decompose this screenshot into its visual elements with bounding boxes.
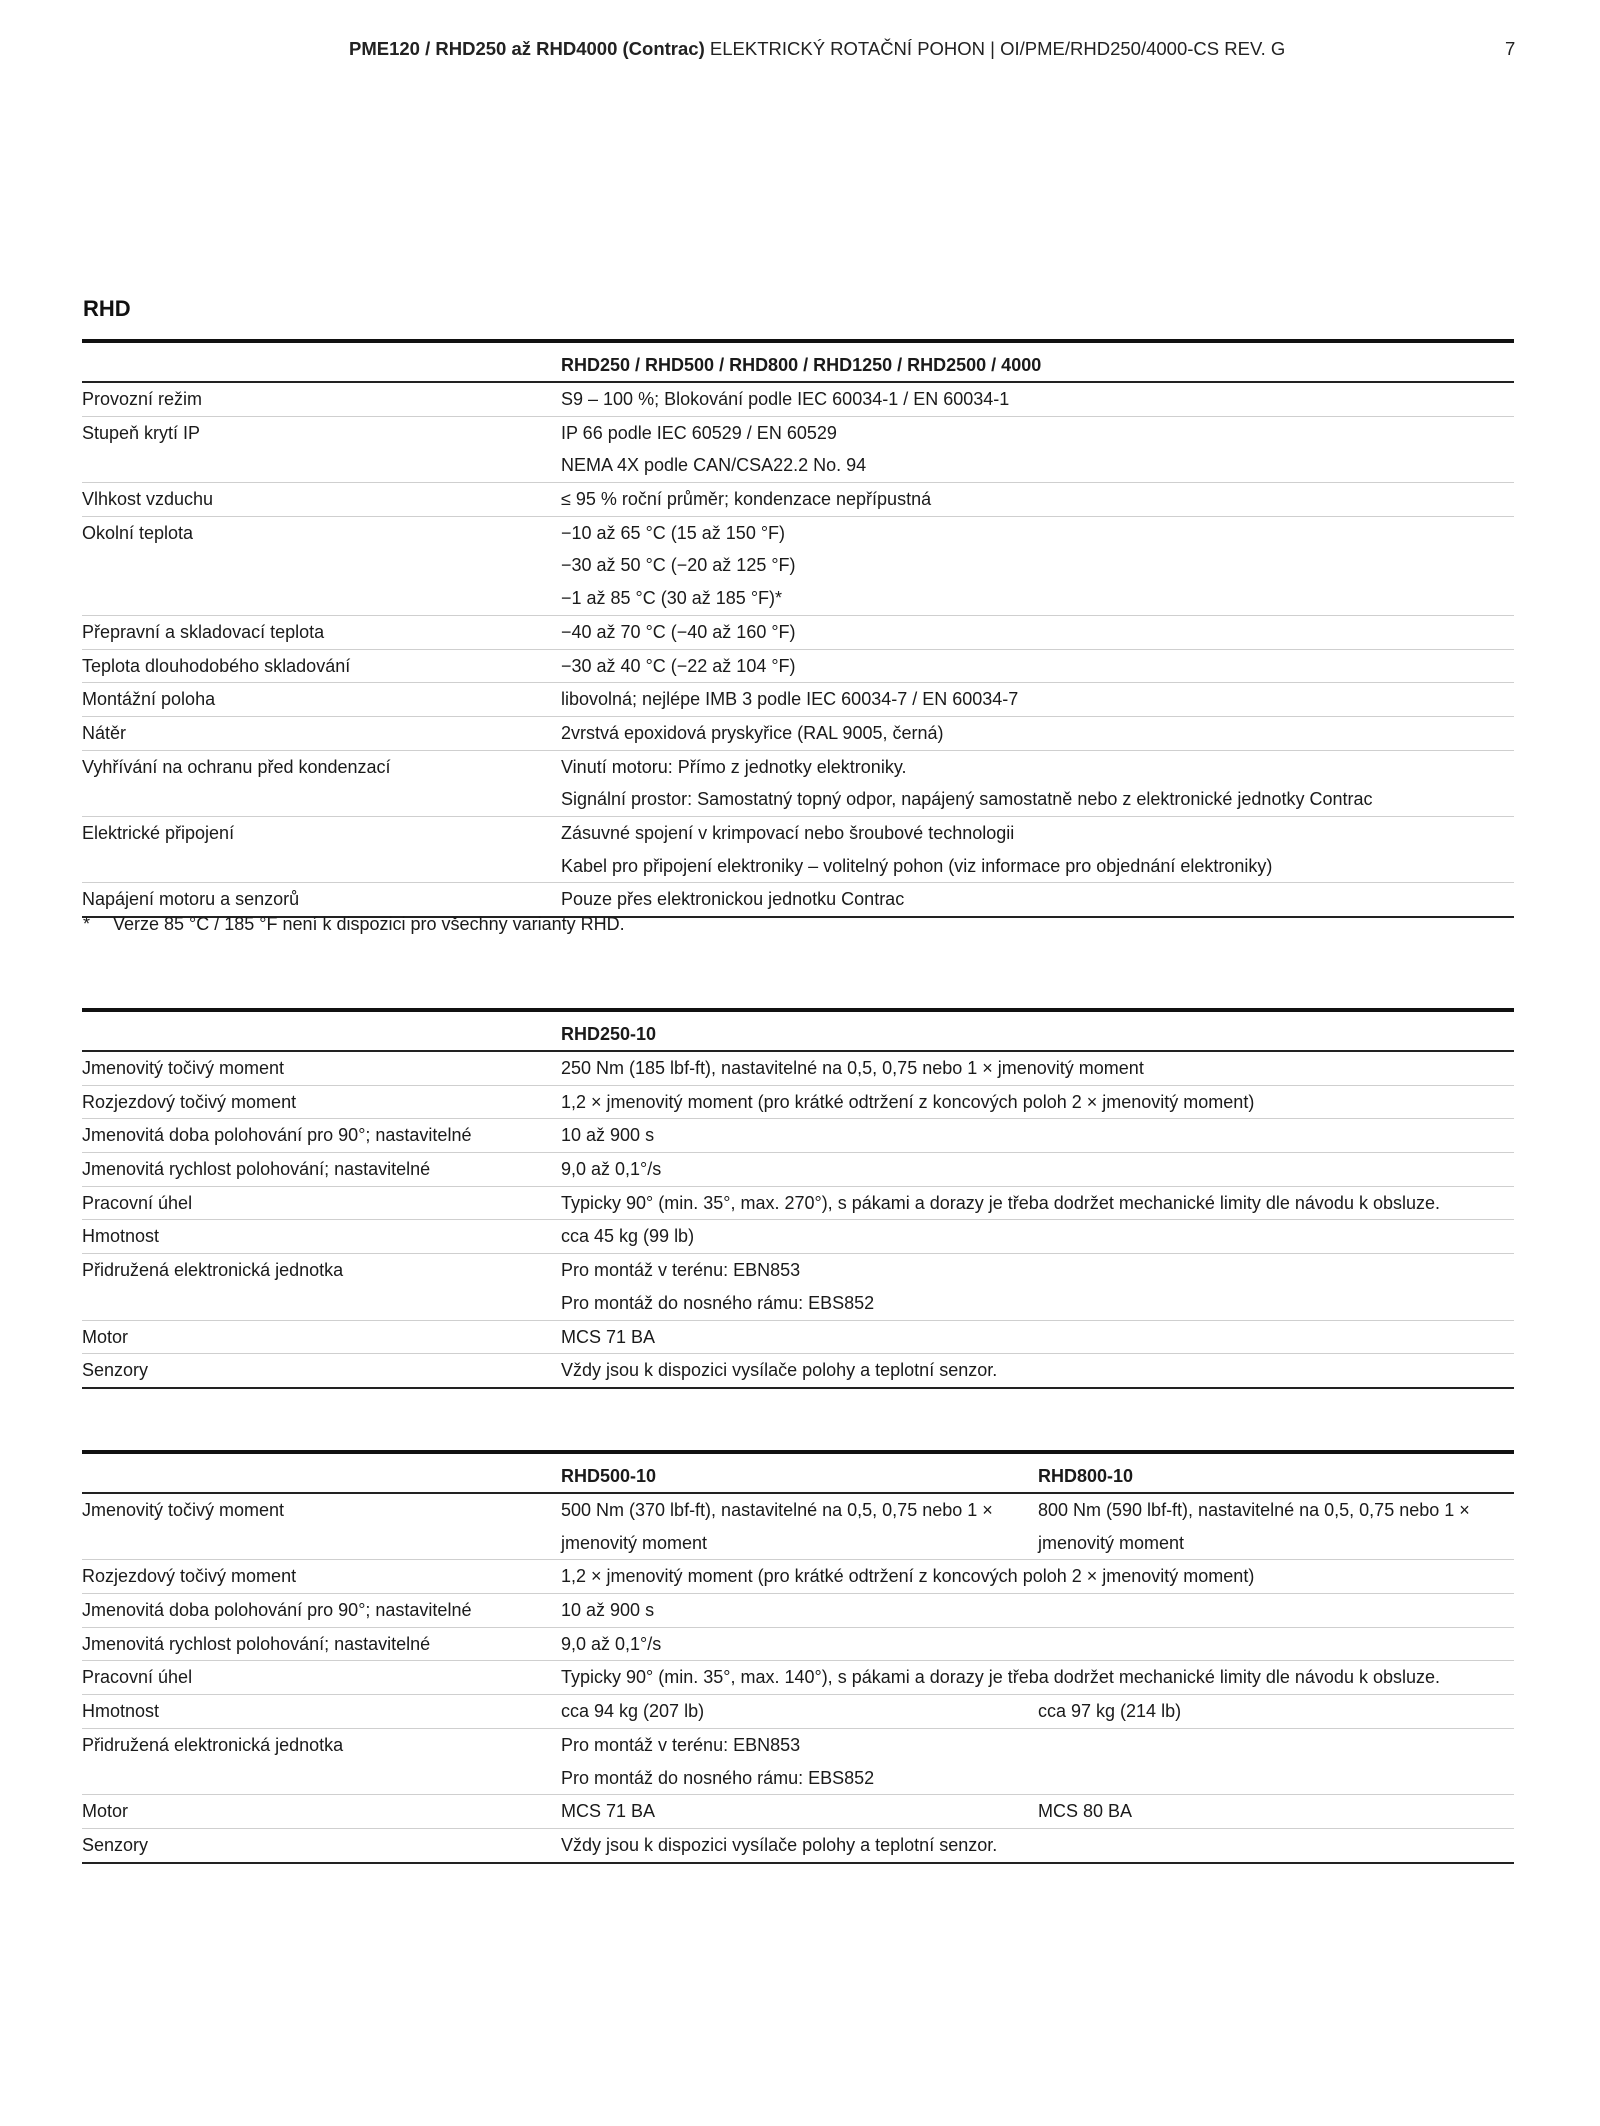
- table-row: [82, 516, 1514, 615]
- row-value-col2: [561, 1695, 1038, 1729]
- row-label: [82, 416, 561, 482]
- table-row: [82, 483, 1514, 517]
- row-value: [561, 1594, 1514, 1628]
- row-label: [82, 483, 561, 517]
- cell-line: Pro montáž do nosného rámu: EBS852: [561, 1292, 875, 1313]
- cell-line: −40 až 70 °C (−40 až 160 °F): [561, 621, 796, 642]
- row-label: [82, 1354, 561, 1388]
- row-label: [82, 1695, 561, 1729]
- cell-line: MCS 80 BA: [1038, 1801, 1133, 1822]
- row-value-col3: [1038, 1795, 1514, 1829]
- table-header-row: [82, 1452, 1514, 1493]
- row-value: [561, 382, 1514, 416]
- row-value: [561, 649, 1514, 683]
- cell-line: Kabel pro připojení elektroniky – volitelný pohon (viz informace pro objednání elektroniky): [561, 855, 1273, 876]
- row-label: [82, 750, 561, 816]
- row-label-text: Napájení motoru a senzorů: [82, 889, 300, 910]
- cell-line: Zásuvné spojení v krimpovací nebo šroubové technologii: [561, 822, 1015, 843]
- rhd250-10-spec-table: [82, 1008, 1514, 1389]
- cell-line: Pro montáž v terénu: EBN853: [561, 1260, 801, 1281]
- row-value-col3: [1038, 1695, 1514, 1729]
- cell-line: 500 Nm (370 lbf-ft), nastavitelné na 0,5, 0,75 nebo 1 ×: [561, 1500, 993, 1520]
- cell-line: −1 až 85 °C (30 až 185 °F)*: [561, 588, 783, 609]
- cell-line: Typicky 90° (min. 35°, max. 140°), s pákami a dorazy je třeba dodržet mechanické limity dle návodu k obsluze.: [561, 1667, 1440, 1688]
- table-row: [82, 1320, 1514, 1354]
- row-label-text: Rozjezdový točivý moment: [82, 1091, 297, 1112]
- table-header-cell: RHD800-10: [1038, 1452, 1514, 1493]
- row-label-text: Jmenovitá doba polohování pro 90°; nastavitelné: [82, 1600, 472, 1621]
- section-title: RHD: [83, 296, 131, 321]
- row-value-col2: [561, 1493, 1038, 1560]
- table-row: [82, 716, 1514, 750]
- row-label-text: Provozní režim: [82, 389, 203, 409]
- row-value: [561, 1828, 1514, 1862]
- row-label: [82, 516, 561, 615]
- row-value: [561, 683, 1514, 717]
- cell-line: ≤ 95 % roční průměr; kondenzace nepřípustná: [561, 489, 932, 510]
- row-value: [561, 1186, 1514, 1220]
- row-label-text: Jmenovitá doba polohování pro 90°; nastavitelné: [82, 1125, 472, 1146]
- row-label: [82, 1594, 561, 1628]
- cell-line: Pro montáž do nosného rámu: EBS852: [561, 1767, 875, 1788]
- table-row: [82, 683, 1514, 717]
- header-title: [349, 38, 1285, 60]
- table-row: [82, 1354, 1514, 1388]
- cell-line: MCS 71 BA: [561, 1801, 656, 1822]
- table-row: [82, 649, 1514, 683]
- row-value: [561, 516, 1514, 615]
- cell-line: Pouze přes elektronickou jednotku Contrac: [561, 889, 905, 910]
- table-row: [82, 1560, 1514, 1594]
- row-label-text: Montážní poloha: [82, 689, 216, 710]
- cell-line: 10 až 900 s: [561, 1125, 655, 1146]
- row-label-text: Jmenovitý točivý moment: [82, 1500, 285, 1520]
- row-label: [82, 1186, 561, 1220]
- row-label: [82, 683, 561, 717]
- table-row: [82, 416, 1514, 482]
- row-label: [82, 1560, 561, 1594]
- cell-line: −10 až 65 °C (15 až 150 °F): [561, 522, 786, 543]
- row-label-text: Vyhřívání na ochranu před kondenzací: [82, 756, 391, 777]
- row-value: [561, 1085, 1514, 1119]
- table-row: [82, 883, 1514, 917]
- row-label-text: Jmenovitá rychlost polohování; nastavitelné: [82, 1633, 431, 1654]
- row-value: [561, 615, 1514, 649]
- header-title-bold: PME120 / RHD250 až RHD4000 (Contrac): [349, 38, 705, 59]
- row-value: [561, 1728, 1514, 1794]
- table-row: [82, 382, 1514, 416]
- row-label-text: Motor: [82, 1801, 129, 1822]
- cell-line: 9,0 až 0,1°/s: [561, 1159, 662, 1180]
- row-label: [82, 1254, 561, 1320]
- row-label-text: Hmotnost: [82, 1226, 160, 1247]
- cell-line: 1,2 × jmenovitý moment (pro krátké odtržení z koncových poloh 2 × jmenovitý moment): [561, 1566, 1255, 1587]
- row-value: [561, 416, 1514, 482]
- row-value-col3: [1038, 1493, 1514, 1560]
- table-row: [82, 615, 1514, 649]
- cell-line: Vinutí motoru: Přímo z jednotky elektroniky.: [561, 756, 907, 777]
- table-row: [82, 1153, 1514, 1187]
- row-label-text: Hmotnost: [82, 1701, 160, 1722]
- table-row: [82, 1828, 1514, 1862]
- table-row: [82, 1594, 1514, 1628]
- table-header-cell: RHD250 / RHD500 / RHD800 / RHD1250 / RHD2500 / 4000: [561, 341, 1514, 382]
- cell-line: IP 66 podle IEC 60529 / EN 60529: [561, 422, 837, 443]
- row-value: [561, 716, 1514, 750]
- row-label-text: Přidružená elektronická jednotka: [82, 1260, 344, 1281]
- cell-line: Pro montáž v terénu: EBN853: [561, 1734, 801, 1755]
- row-label-text: Teplota dlouhodobého skladování: [82, 655, 351, 676]
- row-value: [561, 1220, 1514, 1254]
- table-row: [82, 816, 1514, 882]
- row-label: [82, 1728, 561, 1794]
- row-label: [82, 716, 561, 750]
- row-label: [82, 1320, 561, 1354]
- row-label-text: Okolní teplota: [82, 522, 194, 543]
- page-number: 7: [1505, 38, 1516, 59]
- footnote: [83, 914, 625, 935]
- table-row: [82, 1186, 1514, 1220]
- footnote-marker: *: [83, 914, 91, 934]
- cell-line: cca 45 kg (99 lb): [561, 1226, 695, 1247]
- row-label: [82, 1220, 561, 1254]
- table-row: [82, 1795, 1514, 1829]
- row-label: [82, 1493, 561, 1560]
- row-value: [561, 483, 1514, 517]
- row-label: [82, 649, 561, 683]
- row-value: [561, 1320, 1514, 1354]
- table-row: [82, 1493, 1514, 1560]
- header-title-rest: ELEKTRICKÝ ROTAČNÍ POHON | OI/PME/RHD250/4000-CS REV. G: [709, 38, 1286, 59]
- rhd500-800-spec-table: [82, 1450, 1514, 1864]
- cell-line: Vždy jsou k dispozici vysílače polohy a teplotní senzor.: [561, 1360, 998, 1381]
- table-header-cell: RHD250-10: [561, 1010, 1514, 1051]
- row-label-text: Senzory: [82, 1834, 149, 1855]
- row-label-text: Jmenovitý točivý moment: [82, 1058, 285, 1078]
- row-label: [82, 1051, 561, 1085]
- table-row: [82, 1728, 1514, 1794]
- cell-line: cca 97 kg (214 lb): [1038, 1701, 1182, 1722]
- row-label: [82, 1828, 561, 1862]
- row-value: [561, 750, 1514, 816]
- table-row: [82, 1254, 1514, 1320]
- row-value: [561, 1627, 1514, 1661]
- cell-line: 10 až 900 s: [561, 1600, 655, 1621]
- cell-line: jmenovitý moment: [561, 1532, 708, 1553]
- cell-line: cca 94 kg (207 lb): [561, 1701, 705, 1722]
- row-label: [82, 1627, 561, 1661]
- row-value: [561, 883, 1514, 917]
- table-row: [82, 1695, 1514, 1729]
- row-label-text: Přidružená elektronická jednotka: [82, 1734, 344, 1755]
- footnote-text: Verze 85 °C / 185 °F není k dispozici pro všechny varianty RHD.: [113, 914, 625, 934]
- row-label-text: Senzory: [82, 1360, 149, 1381]
- cell-line: NEMA 4X podle CAN/CSA22.2 No. 94: [561, 455, 867, 476]
- table-header-row: [82, 341, 1514, 382]
- row-label: [82, 1795, 561, 1829]
- cell-line: 800 Nm (590 lbf-ft), nastavitelné na 0,5, 0,75 nebo 1 ×: [1038, 1500, 1470, 1520]
- cell-line: −30 až 50 °C (−20 až 125 °F): [561, 555, 796, 576]
- cell-line: 250 Nm (185 lbf-ft), nastavitelné na 0,5, 0,75 nebo 1 × jmenovitý moment: [561, 1058, 1144, 1078]
- row-value: [561, 1661, 1514, 1695]
- table-row: [82, 1119, 1514, 1153]
- table-header-cell: RHD500-10: [561, 1452, 1038, 1493]
- table-row: [82, 750, 1514, 816]
- row-value: [561, 1119, 1514, 1153]
- row-label: [82, 1085, 561, 1119]
- row-label-text: Rozjezdový točivý moment: [82, 1566, 297, 1587]
- row-label: [82, 883, 561, 917]
- cell-line: 9,0 až 0,1°/s: [561, 1633, 662, 1654]
- row-label: [82, 382, 561, 416]
- row-value: [561, 1153, 1514, 1187]
- page-header: [0, 38, 1600, 62]
- row-value-col2: [561, 1795, 1038, 1829]
- row-value: [561, 1051, 1514, 1085]
- row-value: [561, 816, 1514, 882]
- row-label-text: Přepravní a skladovací teplota: [82, 621, 325, 642]
- row-value: [561, 1354, 1514, 1388]
- cell-line: Signální prostor: Samostatný topný odpor, napájený samostatně nebo z elektronické jednotky Contrac: [561, 789, 1373, 810]
- table-header-cell: [82, 341, 561, 382]
- row-label-text: Elektrické připojení: [82, 822, 235, 843]
- table-row: [82, 1220, 1514, 1254]
- table-header-cell: [82, 1010, 561, 1051]
- table-row: [82, 1627, 1514, 1661]
- cell-line: −30 až 40 °C (−22 až 104 °F): [561, 655, 796, 676]
- general-spec-table: [82, 339, 1514, 918]
- table-row: [82, 1051, 1514, 1085]
- row-label: [82, 1119, 561, 1153]
- table-row: [82, 1085, 1514, 1119]
- cell-line: MCS 71 BA: [561, 1326, 656, 1347]
- cell-line: Vždy jsou k dispozici vysílače polohy a teplotní senzor.: [561, 1834, 998, 1855]
- row-label-text: Jmenovitá rychlost polohování; nastavitelné: [82, 1159, 431, 1180]
- table-header-cell: [82, 1452, 561, 1493]
- cell-line: libovolná; nejlépe IMB 3 podle IEC 60034-7 / EN 60034-7: [561, 689, 1019, 710]
- row-label-text: Motor: [82, 1326, 129, 1347]
- row-label-text: Stupeň krytí IP: [82, 422, 201, 443]
- row-label-text: Vlhkost vzduchu: [82, 489, 214, 510]
- cell-line: 1,2 × jmenovitý moment (pro krátké odtržení z koncových poloh 2 × jmenovitý moment): [561, 1091, 1255, 1112]
- table-row: [82, 1661, 1514, 1695]
- row-label: [82, 1661, 561, 1695]
- row-label-text: Pracovní úhel: [82, 1192, 193, 1213]
- row-value: [561, 1560, 1514, 1594]
- cell-line: 2vrstvá epoxidová pryskyřice (RAL 9005, černá): [561, 722, 944, 743]
- cell-line: S9 – 100 %; Blokování podle IEC 60034-1 / EN 60034-1: [561, 389, 1010, 409]
- row-value: [561, 1254, 1514, 1320]
- row-label: [82, 816, 561, 882]
- row-label: [82, 615, 561, 649]
- row-label-text: Nátěr: [82, 722, 127, 743]
- row-label: [82, 1153, 561, 1187]
- row-label-text: Pracovní úhel: [82, 1667, 193, 1688]
- table-header-row: [82, 1010, 1514, 1051]
- cell-line: jmenovitý moment: [1038, 1532, 1185, 1553]
- cell-line: Typicky 90° (min. 35°, max. 270°), s pákami a dorazy je třeba dodržet mechanické limity dle návodu k obsluze.: [561, 1192, 1440, 1213]
